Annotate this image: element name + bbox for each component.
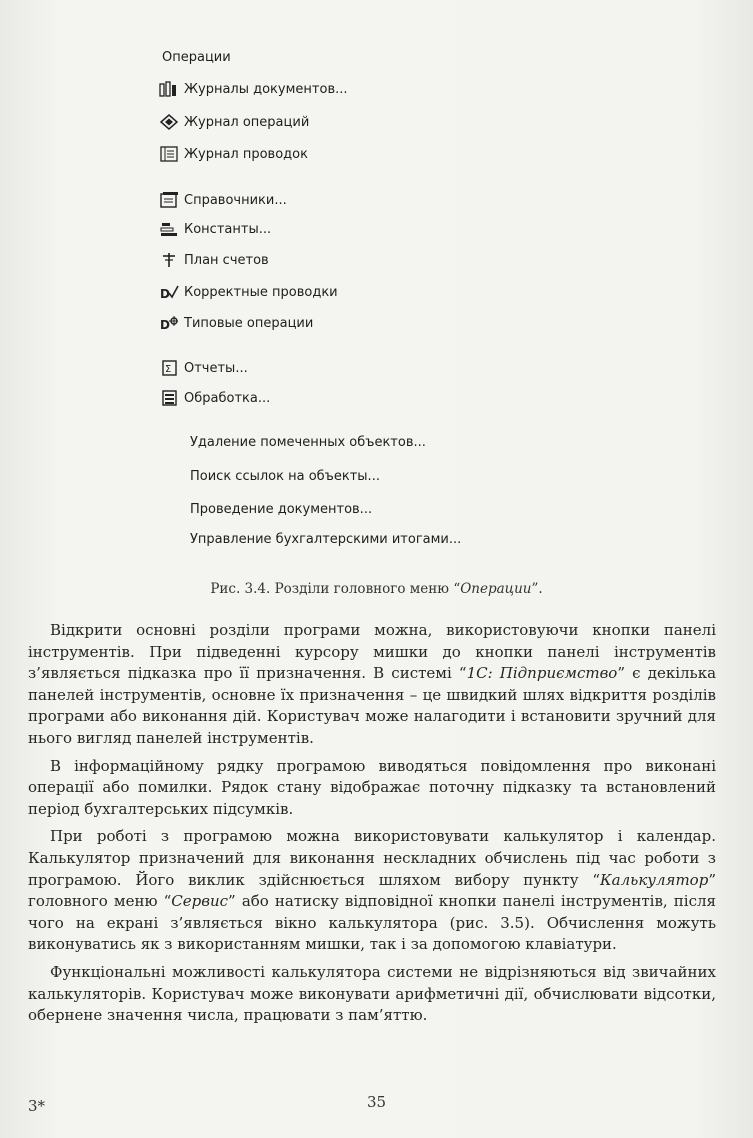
- menu-item-typical-operations[interactable]: [158, 312, 313, 334]
- menu-item-label: Обработка...: [184, 390, 271, 406]
- menu-item-label: Журнал операций: [184, 114, 310, 130]
- paragraph-text: Відкрити основні розділи програми можна, використовуючи кнопки панелі інструментів. При підведенні курсору мишки до кнопки панелі інструментів з’являється підказка про її призначення. В системі “: [28, 621, 716, 683]
- paragraph-text: При роботі з програмою можна використовувати калькулятор і календар. Калькулятор призначений для виконання нескладних обчислень під час роботи з програмою. Його виклик здійснюється шляхом вибору пункту “: [28, 827, 716, 889]
- svg-text:D: D: [160, 318, 170, 332]
- menu-item-label: Журналы документов...: [184, 81, 348, 97]
- catalogs-icon: [158, 191, 180, 209]
- paragraph-status-bar: В інформаційному рядку програмою виводяться повідомлення про виконані операції або помилки. Рядок стану відображає поточну підказку та встановлений період бухгалтерських підсумків.: [28, 756, 716, 818]
- typical-operations-icon: [158, 314, 180, 332]
- menu-item-catalogs[interactable]: [158, 189, 287, 211]
- menu-title: Операции: [162, 50, 231, 65]
- submenu-item-delete-marked[interactable]: Удаление помеченных объектов...: [190, 434, 426, 450]
- paragraph-text: ” є декілька панелей інструментів, основне їх призначення – це швидкий шлях відкриття розділів програми або виконання дій. Користувач може налагодити і встановити зручний для нього вигляд панелей інструментів.: [28, 664, 717, 747]
- paragraph-italic: Сервис: [171, 892, 229, 911]
- menu-item-reports[interactable]: [158, 357, 248, 379]
- journals-icon: [158, 80, 180, 98]
- menu-item-constants[interactable]: [158, 218, 271, 240]
- body-text: [28, 620, 716, 1033]
- paragraph-text: ” або натиску відповідної кнопки панелі інструментів, після чого на екрані з’являється вікно калькулятора (рис. 3.5). Обчислення можуть виконуватись як з використанням мишки, так і за допомогою клавіатури.: [28, 892, 716, 954]
- menu-item-document-journals[interactable]: [158, 78, 348, 100]
- menu-item-processing[interactable]: [158, 387, 270, 409]
- page-number: 35: [366, 1093, 387, 1111]
- svg-text:Σ: Σ: [165, 364, 172, 375]
- processing-icon: [158, 389, 180, 407]
- paragraph-italic: 1С: Підприємство: [466, 664, 618, 683]
- menu-item-label: План счетов: [184, 252, 269, 268]
- constants-icon: [158, 220, 180, 238]
- reports-icon: [158, 359, 180, 377]
- correct-postings-icon: [158, 283, 180, 301]
- menu-item-label: Справочники...: [184, 192, 287, 208]
- signature-mark: 3*: [28, 1097, 46, 1115]
- postings-journal-icon: [158, 145, 180, 163]
- menu-item-postings-journal[interactable]: [158, 143, 308, 165]
- caption-italic: Операции: [460, 581, 532, 597]
- submenu-item-post-documents[interactable]: Проведение документов...: [190, 501, 373, 517]
- menu-item-correct-postings[interactable]: [158, 281, 338, 303]
- operations-journal-icon: [158, 113, 180, 131]
- submenu-item-find-references[interactable]: Поиск ссылок на объекты...: [190, 468, 380, 484]
- svg-text:D: D: [160, 287, 170, 301]
- submenu-item-manage-totals[interactable]: Управление бухгалтерскими итогами...: [190, 531, 462, 547]
- paragraph-italic: Калькулятор: [600, 870, 709, 889]
- menu-item-chart-of-accounts[interactable]: [158, 249, 269, 271]
- paragraph-calculator: [28, 826, 716, 956]
- caption-suffix: ”.: [531, 581, 543, 597]
- figure-caption: [0, 581, 753, 597]
- menu-item-label: Отчеты...: [184, 360, 248, 376]
- paragraph-text: ” головного меню “: [28, 870, 716, 911]
- paragraph-toolbar: [28, 620, 716, 750]
- caption-prefix: Рис. 3.4. Розділи головного меню “: [210, 581, 461, 597]
- menu-item-label: Корректные проводки: [184, 284, 338, 300]
- menu-item-label: Константы...: [184, 221, 272, 237]
- paragraph-calculator-functions: Функціональні можливості калькулятора системи не відрізняються від звичайних калькуляторів. Користувач може виконувати арифметичні дії, обчислювати відсотки, обернене значення числа, працювати з пам’яттю.: [28, 962, 716, 1025]
- chart-of-accounts-icon: [158, 251, 180, 269]
- menu-item-operations-journal[interactable]: [158, 111, 309, 133]
- menu-item-label: Журнал проводок: [184, 146, 308, 162]
- menu-item-label: Типовые операции: [184, 315, 314, 331]
